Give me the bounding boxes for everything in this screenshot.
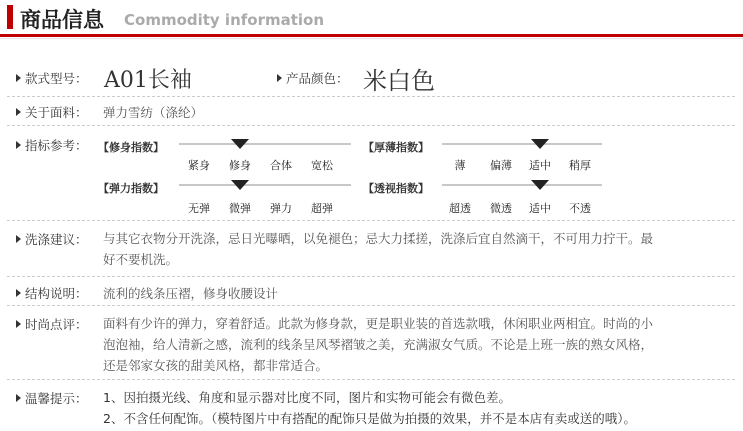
style-label: 款式型号： (16, 69, 88, 87)
indicator-option: 适中 (529, 159, 551, 172)
row-comment (7, 306, 735, 380)
indicator-option: 微透 (490, 202, 512, 215)
indicator-option: 超弹 (311, 202, 333, 215)
tips-line: 2、不含任何配饰。（模特图片中有搭配的配饰只是做为拍摄的效果，并不是本店有卖或送的哦）。 (103, 411, 636, 426)
indicator-option: 弹力 (270, 202, 292, 215)
bullet-icon (16, 394, 21, 402)
indicator-scale-thickness (442, 143, 602, 145)
indicator-option: 稍厚 (569, 159, 591, 172)
tips-label: 温馨提示： (16, 389, 88, 407)
indicator-option: 宽松 (311, 159, 333, 172)
comment-line: 泡泡袖，给人清新之感，流利的线条呈风琴褶皱之美，充满淑女气质。不论是上班一族的熟女风格， (103, 337, 654, 352)
header-accent-bar (7, 5, 13, 29)
header-title: 商品信息 (20, 8, 104, 32)
structure-label: 结构说明： (16, 284, 88, 302)
indicator-title-fit: 【修身指数】 (98, 141, 164, 154)
indicator-option: 修身 (229, 159, 251, 172)
header-divider-shadow (0, 38, 743, 39)
indicator-option: 薄 (454, 159, 466, 172)
indicator-option: 适中 (529, 202, 551, 215)
indicator-title-transparency: 【透视指数】 (363, 182, 429, 195)
bullet-icon (16, 235, 21, 243)
indicator-marker-transparency (531, 180, 549, 190)
bullet-icon (16, 320, 21, 328)
indicator-option: 微弹 (229, 202, 251, 215)
bullet-icon (277, 74, 282, 82)
indicator-option: 偏薄 (490, 159, 512, 172)
row-wash (7, 221, 735, 277)
wash-line: 与其它衣物分开洗涤，忌日光曝晒，以免褪色；忌大力揉搓，洗涤后宜自然滴干，不可用力拧干。最 (103, 231, 654, 246)
fabric-label: 关于面料： (16, 103, 88, 121)
section-header (0, 0, 743, 38)
bullet-icon (16, 108, 21, 116)
indicator-scale-fit (179, 143, 351, 145)
tips-text (103, 387, 723, 429)
indicator-option: 超透 (449, 202, 471, 215)
bullet-icon (16, 289, 21, 297)
indicator-marker-thickness (531, 139, 549, 149)
indicator-title-elasticity: 【弹力指数】 (98, 182, 164, 195)
indicators-label: 指标参考： (16, 136, 88, 154)
indicator-scale-elasticity (179, 184, 351, 186)
indicator-option: 紧身 (188, 159, 210, 172)
indicator-option: 无弹 (188, 202, 210, 215)
bullet-icon (16, 74, 21, 82)
row-indicators (7, 126, 735, 221)
tips-line: 1、因拍摄光线、角度和显示器对比度不同，图片和实物可能会有微色差。 (103, 390, 511, 405)
indicator-scale-transparency (442, 184, 602, 186)
comment-text (103, 313, 723, 376)
comment-label: 时尚点评： (16, 315, 88, 333)
row-structure (7, 277, 735, 306)
structure-value: 流利的线条压褶，修身收腰设计 (103, 286, 279, 301)
indicator-marker-fit (231, 139, 249, 149)
header-subtitle: Commodity information (124, 11, 325, 29)
wash-line: 好不要机洗。 (103, 252, 179, 267)
row-tips (7, 380, 735, 431)
header-divider (0, 34, 743, 37)
bullet-icon (16, 141, 21, 149)
indicator-option: 合体 (270, 159, 292, 172)
indicator-title-thickness: 【厚薄指数】 (363, 141, 429, 154)
fabric-value: 弹力雪纺（涤纶） (103, 105, 204, 120)
row-fabric (7, 97, 735, 126)
indicator-marker-elasticity (231, 180, 249, 190)
color-value: 米白色 (363, 67, 435, 95)
comment-line: 面料有少许的弹力，穿着舒适。此款为修身款，更是职业装的首选款哦，休闲职业两相宜。时尚的小 (103, 316, 654, 331)
color-label: 产品颜色： (277, 69, 349, 87)
wash-text (103, 228, 723, 270)
row-style-color (7, 58, 735, 97)
indicator-option: 不透 (569, 202, 591, 215)
wash-label: 洗涤建议： (16, 230, 88, 248)
style-value: A01长袖 (104, 68, 192, 93)
comment-line: 还是邻家女孩的甜美风格，都非常适合。 (103, 358, 329, 373)
